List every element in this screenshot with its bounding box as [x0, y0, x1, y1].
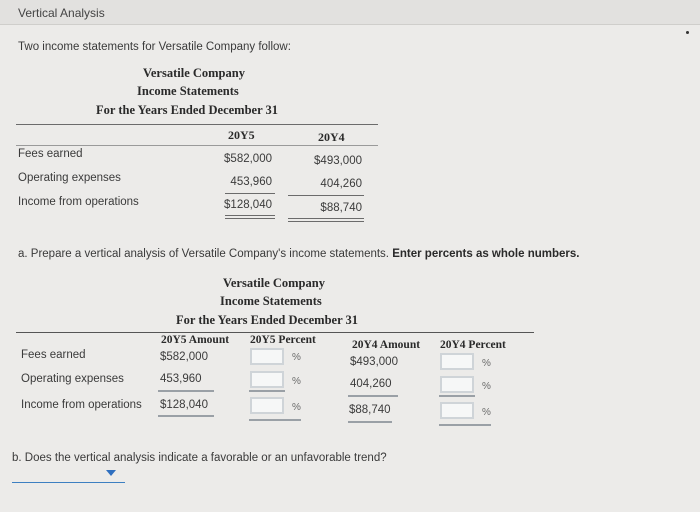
statement1-row-label: Income from operations — [18, 196, 139, 208]
statement1-total-rule — [288, 221, 364, 222]
income-20y5-percent-rule — [249, 419, 301, 421]
statement1-col1-header: 20Y5 — [228, 128, 255, 142]
statement1-subtotal-rule — [225, 193, 275, 194]
statement1-total-rule — [225, 218, 275, 219]
statement1-period: For the Years Ended December 31 — [96, 103, 279, 117]
part-a-instruction: Enter percents as whole numbers. — [392, 248, 580, 260]
statement1-cell: $493,000 — [314, 155, 362, 167]
percent-sign: % — [292, 376, 301, 387]
opex-20y5-amount-rule — [158, 390, 214, 392]
dot-marker — [686, 31, 689, 34]
statement1-row-label: Fees earned — [18, 148, 83, 160]
part-b-prompt: b. Does the vertical analysis indicate a favorable or an unfavorable trend? — [12, 452, 387, 464]
fees-20y5-amount: $582,000 — [160, 351, 208, 363]
opex-20y4-amount-rule — [348, 395, 398, 397]
income-20y4-percent-rule — [439, 424, 491, 426]
percent-sign: % — [292, 402, 301, 413]
part-a-prompt-text: a. Prepare a vertical analysis of Versatile Company's income statements. — [18, 248, 390, 260]
part-a-period: For the Years Ended December 31 — [176, 313, 359, 327]
statement1-cell: 453,960 — [230, 176, 272, 188]
part-a-row-label: Fees earned — [21, 349, 86, 361]
income-20y5-percent-input[interactable] — [250, 397, 284, 414]
header-20y5-percent: 20Y5 Percent — [250, 334, 316, 346]
income-20y4-percent-input[interactable] — [440, 402, 474, 419]
intro-text: Two income statements for Versatile Company follow: — [18, 41, 291, 53]
header-20y5-amount: 20Y5 Amount — [161, 334, 230, 346]
statement1-row-label: Operating expenses — [18, 172, 121, 184]
header-20y4-percent: 20Y4 Percent — [440, 339, 506, 351]
part-a-prompt — [18, 248, 579, 260]
part-a-company: Versatile Company — [223, 276, 325, 290]
fees-20y4-percent-input[interactable] — [440, 353, 474, 370]
statement1-company: Versatile Company — [143, 66, 245, 80]
statement1-total-rule — [288, 218, 364, 219]
page-title: Vertical Analysis — [18, 6, 105, 20]
statement1-cell: $88,740 — [320, 202, 362, 214]
income-20y5-amount: $128,040 — [160, 399, 208, 411]
statement1-cell: $128,040 — [224, 199, 272, 211]
percent-sign: % — [292, 352, 301, 363]
percent-sign: % — [482, 381, 491, 392]
percent-sign: % — [482, 407, 491, 418]
fees-20y4-amount: $493,000 — [350, 356, 398, 368]
opex-20y4-percent-input[interactable] — [440, 376, 474, 393]
statement1-subtotal-rule — [288, 195, 364, 196]
part-a-statement-name: Income Statements — [220, 294, 322, 308]
part-a-row-label: Income from operations — [21, 399, 142, 411]
part-a-row-label: Operating expenses — [21, 373, 124, 385]
opex-20y4-amount: 404,260 — [350, 378, 392, 390]
income-20y4-amount: $88,740 — [349, 404, 391, 416]
statement1-header-rule — [16, 145, 378, 146]
statement1-col2-header: 20Y4 — [318, 130, 345, 144]
chevron-down-icon — [106, 470, 116, 476]
statement1-cell: $582,000 — [224, 153, 272, 165]
statement1-total-rule — [225, 215, 275, 216]
statement1-top-rule — [16, 124, 378, 125]
header-20y4-amount: 20Y4 Amount — [352, 339, 421, 351]
income-20y4-amount-rule — [348, 421, 392, 423]
opex-20y5-percent-input[interactable] — [250, 371, 284, 388]
opex-20y5-amount: 453,960 — [160, 373, 202, 385]
opex-20y5-percent-rule — [249, 390, 285, 392]
part-a-top-rule — [16, 332, 534, 333]
header-bar — [0, 0, 700, 25]
statement1-cell: 404,260 — [320, 178, 362, 190]
opex-20y4-percent-rule — [439, 395, 475, 397]
fees-20y5-percent-input[interactable] — [250, 348, 284, 365]
statement1-name: Income Statements — [137, 84, 239, 98]
percent-sign: % — [482, 358, 491, 369]
income-20y5-amount-rule — [158, 415, 214, 417]
